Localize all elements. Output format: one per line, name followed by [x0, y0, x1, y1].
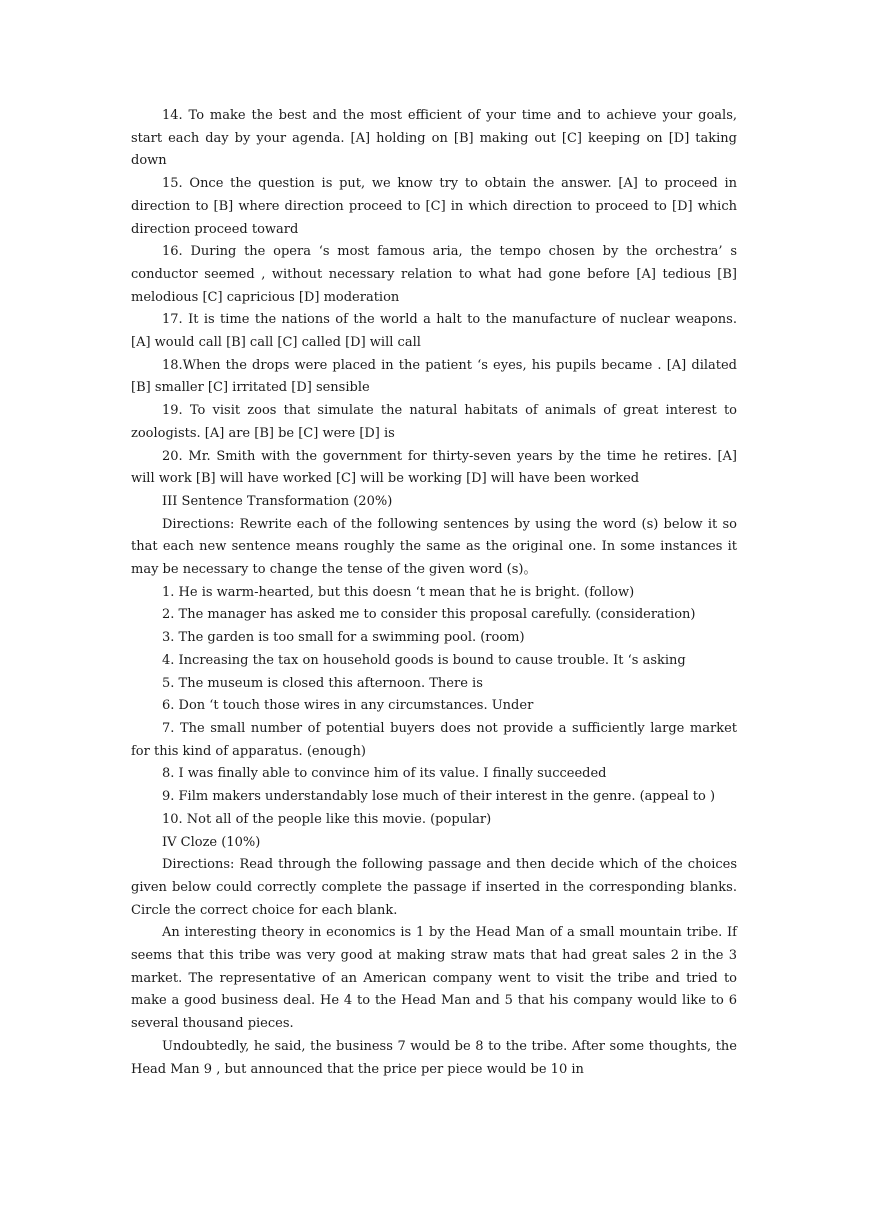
question-15: 15. Once the question is put, we know try to obtain the answer. [A] to proceed in direction to [B] where direction proceed to [C] in which direction to proceed to [D] which direction proceed toward	[131, 176, 737, 237]
transformation-item-1: 1. He is warm-hearted, but this doesn ‘t mean that he is bright. (follow)	[162, 584, 635, 600]
cloze-directions: Directions: Read through the following passage and then decide which of the choices given below could correctly complete the passage if inserted in the corresponding blanks. Circle the correct choice for each blank.	[131, 857, 737, 918]
transformation-item-8: 8. I was finally able to convince him of its value. I finally succeeded	[162, 766, 607, 782]
transformation-item-2: 2. The manager has asked me to consider this proposal carefully. (consideration)	[162, 607, 696, 623]
cloze-passage-paragraph-2: Undoubtedly, he said, the business 7 would be 8 to the tribe. After some thoughts, the Head Man 9 , but announced that the price per piece would be 10 in	[131, 1038, 737, 1077]
transformation-item-3: 3. The garden is too small for a swimming pool. (room)	[162, 630, 525, 646]
transformation-item-10: 10. Not all of the people like this movie. (popular)	[162, 811, 492, 827]
question-18: 18.When the drops were placed in the patient ‘s eyes, his pupils became . [A] dilated [B] smaller [C] irritated [D] sensible	[131, 357, 737, 396]
transformation-item-7: 7. The small number of potential buyers does not provide a sufficiently large market for this kind of apparatus. (enough)	[131, 720, 737, 759]
question-16: 16. During the opera ‘s most famous aria, the tempo chosen by the orchestra’ s conductor seemed , without necessary relation to what had gone before [A] tedious [B] melodious [C] capricious [D] moderation	[131, 244, 737, 305]
section-heading-transformation: III Sentence Transformation (20%)	[162, 493, 393, 509]
cloze-passage-paragraph-1: An interesting theory in economics is 1 by the Head Man of a small mountain tribe. If seems that this tribe was very good at making straw mats that had great sales 2 in the 3 market. The representative of an American company went to visit the tribe and tried to make a good business deal. He 4 to the Head Man and 5 that his company would like to 6 several thousand pieces.	[131, 925, 737, 1032]
question-20: 20. Mr. Smith with the government for thirty-seven years by the time he retires. [A] will work [B] will have worked [C] will be working [D] will have been worked	[131, 448, 737, 487]
transformation-item-5: 5. The museum is closed this afternoon. There is	[162, 675, 483, 691]
transformation-directions: Directions: Rewrite each of the following sentences by using the word (s) below it so that each new sentence means roughly the same as the original one. In some instances it may be necessary to change the tense of the given word (s)。	[131, 516, 737, 578]
transformation-item-6: 6. Don ‘t touch those wires in any circumstances. Under	[162, 698, 534, 714]
question-19: 19. To visit zoos that simulate the natural habitats of animals of great interest to zoologists. [A] are [B] be [C] were [D] is	[131, 403, 737, 441]
question-14: 14. To make the best and the most efficient of your time and to achieve your goals, start each day by your agenda. [A] holding on [B] making out [C] keeping on [D] taking down	[131, 108, 737, 169]
document-body	[131, 105, 737, 1081]
transformation-item-4: 4. Increasing the tax on household goods is bound to cause trouble. It ‘s asking	[162, 652, 686, 668]
section-heading-cloze: IV Cloze (10%)	[162, 834, 261, 850]
question-17: 17. It is time the nations of the world a halt to the manufacture of nuclear weapons. [A] would call [B] call [C] called [D] will call	[131, 312, 737, 351]
transformation-item-9: 9. Film makers understandably lose much of their interest in the genre. (appeal to )	[162, 789, 716, 805]
